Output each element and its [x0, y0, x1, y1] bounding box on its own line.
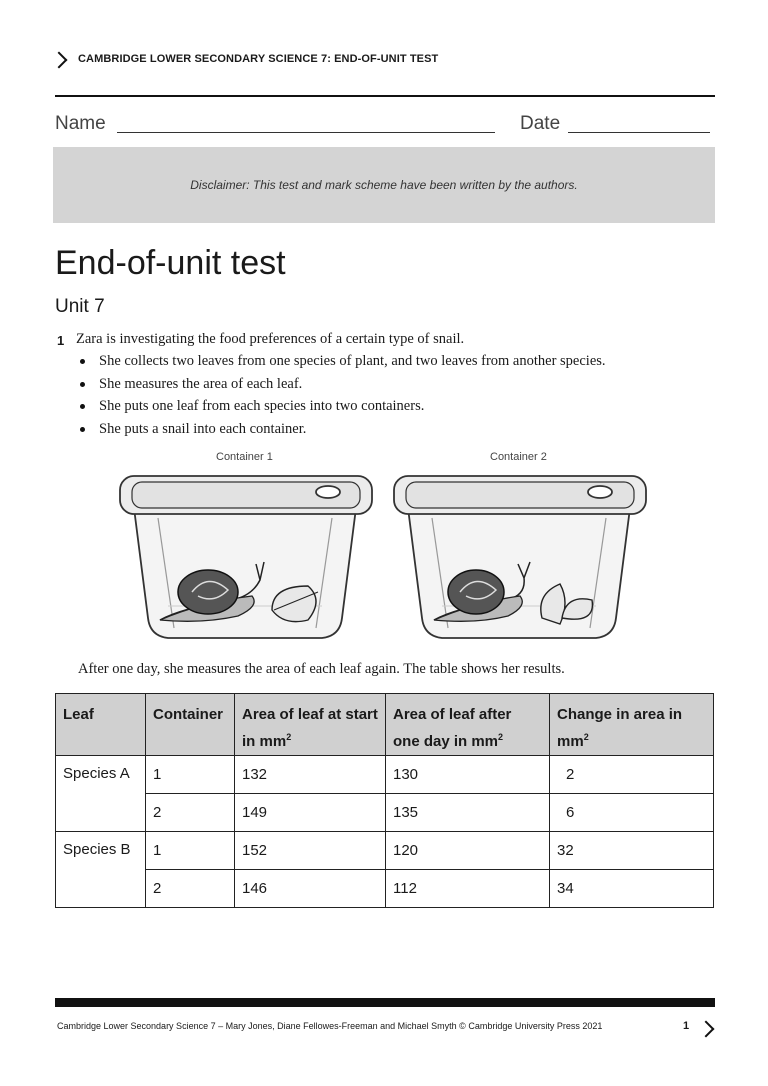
table-header-row: [56, 694, 714, 756]
disclaimer-text: Disclaimer: This test and mark scheme have been written by the authors.: [190, 178, 578, 192]
question-number: 1: [57, 333, 65, 348]
footer-credit: Cambridge Lower Secondary Science 7 – Mary Jones, Diane Fellowes-Freeman and Michael Smyth © Cambridge University Press 2021: [57, 1021, 603, 1031]
after-cell: 135: [386, 794, 550, 832]
after-cell: 112: [386, 870, 550, 908]
page-number: 1: [683, 1020, 690, 1032]
footer-rule: [55, 998, 715, 1007]
container-cell: 2: [146, 794, 235, 832]
date-label: Date: [520, 113, 561, 134]
container-1-illustration: [112, 468, 378, 646]
chevron-right-icon[interactable]: [51, 52, 68, 69]
change-cell: 34: [550, 870, 714, 908]
change-cell: 2: [550, 756, 714, 794]
header-leaf: Leaf: [56, 694, 146, 756]
table-row: [56, 756, 714, 794]
name-field[interactable]: [117, 132, 495, 133]
page-title: End-of-unit test: [55, 244, 286, 282]
start-cell: 149: [235, 794, 386, 832]
container-cell: 2: [146, 870, 235, 908]
container-icon: [120, 476, 372, 638]
chevron-right-icon[interactable]: [698, 1021, 715, 1038]
table-row: [56, 870, 714, 908]
header-area-after: Area of leaf after one day in $mm^2$: [386, 694, 550, 756]
start-cell: 132: [235, 756, 386, 794]
after-text: After one day, she measures the area of each leaf again. The table shows her results.: [78, 661, 565, 677]
bullet-item: She puts a snail into each container.: [78, 418, 606, 441]
after-cell: 130: [386, 756, 550, 794]
header-area-start: Area of leaf at start in $mm^2$: [235, 694, 386, 756]
bullet-item: She puts one leaf from each species into two containers.: [78, 395, 606, 418]
bullet-item: She measures the area of each leaf.: [78, 373, 606, 396]
question-intro: Zara is investigating the food preferences of a certain type of snail.: [76, 331, 465, 347]
container-1-caption: Container 1: [216, 451, 273, 463]
bullet-item: She collects two leaves from one species of plant, and two leaves from another species.: [78, 350, 606, 373]
header-change: Change in area in $mm^2$: [550, 694, 714, 756]
change-cell: 6: [550, 794, 714, 832]
date-field[interactable]: [568, 132, 710, 133]
container-cell: 1: [146, 832, 235, 870]
header-rule: [55, 95, 715, 97]
start-cell: 152: [235, 832, 386, 870]
container-cell: 1: [146, 756, 235, 794]
unit-heading: Unit 7: [55, 296, 105, 317]
container-icon: [394, 476, 646, 638]
header-container: Container: [146, 694, 235, 756]
container-2-illustration: [386, 468, 652, 646]
start-cell: 146: [235, 870, 386, 908]
table-row: [56, 794, 714, 832]
name-label: Name: [55, 113, 106, 134]
container-2-caption: Container 2: [490, 451, 547, 463]
after-cell: 120: [386, 832, 550, 870]
change-cell: 32: [550, 832, 714, 870]
table-row: [56, 832, 714, 870]
bullet-list: [78, 350, 606, 440]
leaf-cell: Species B: [56, 832, 146, 908]
running-header: CAMBRIDGE LOWER SECONDARY SCIENCE 7: END-OF-UNIT TEST: [78, 53, 439, 65]
leaf-cell: Species A: [56, 756, 146, 832]
results-table: [55, 693, 714, 908]
